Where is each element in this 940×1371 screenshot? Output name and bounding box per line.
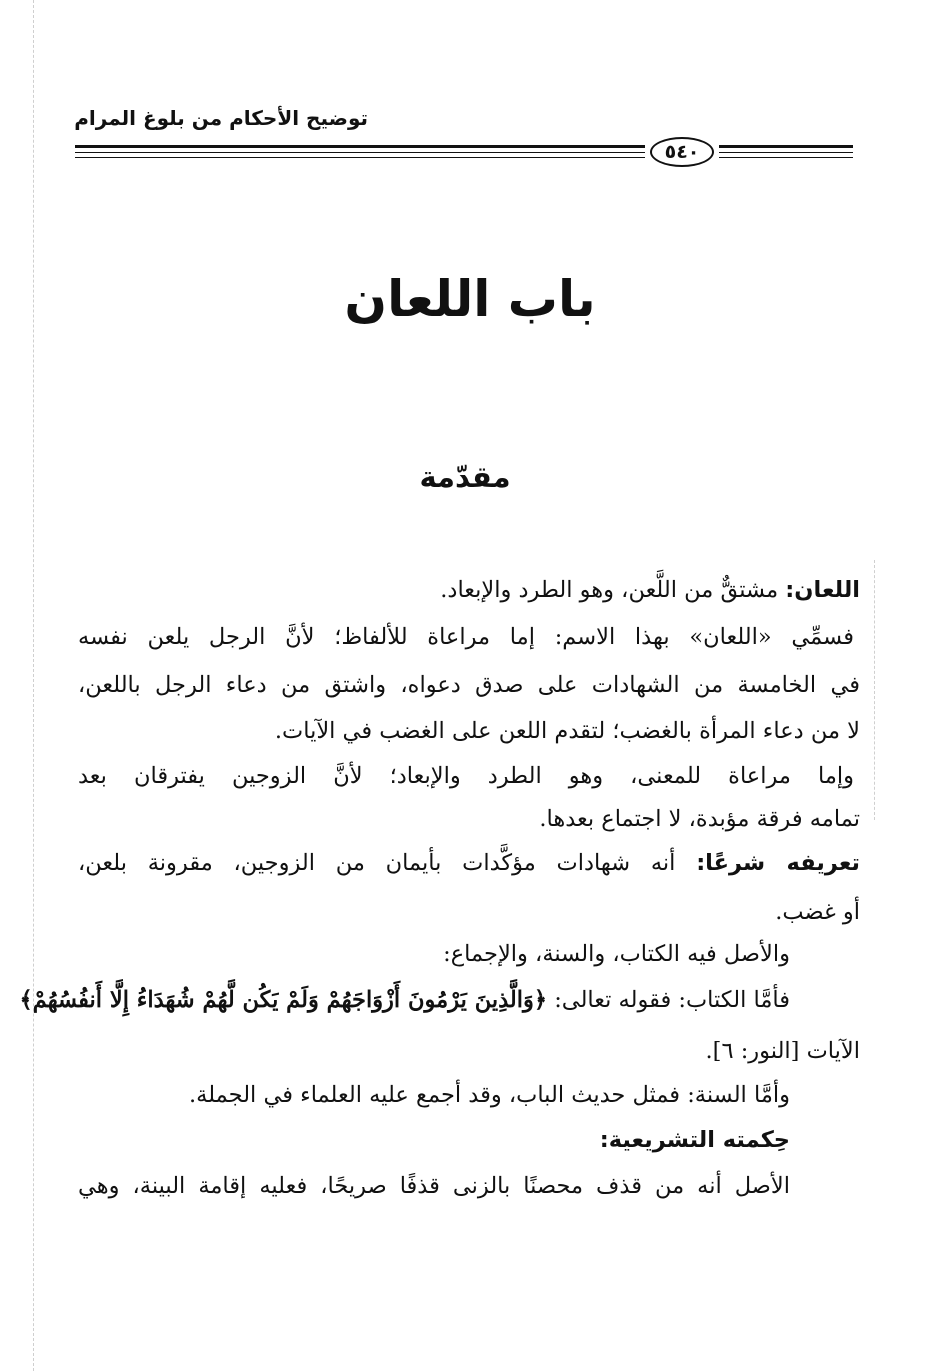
body-line-8: أو غضب. bbox=[775, 899, 860, 925]
body-line-12: وأمَّا السنة: فمثل حديث الباب، وقد أجمع عليه العلماء في الجملة. bbox=[189, 1082, 790, 1108]
body-line-10 bbox=[20, 982, 790, 1018]
scan-margin-line-right bbox=[874, 560, 875, 820]
header-rule-left-thick bbox=[75, 145, 645, 148]
body-line-4: لا من دعاء المرأة بالغضب؛ لتقدم اللعن على الغضب في الآيات. bbox=[274, 718, 860, 744]
body-line-11: الآيات [النور: ٦]. bbox=[705, 1038, 860, 1064]
term-lian: اللعان: bbox=[785, 577, 860, 603]
header-rule-left-thin bbox=[75, 152, 645, 153]
header-rule-right-thin-2 bbox=[719, 157, 853, 158]
term-wisdom: حِكمته التشريعية: bbox=[599, 1127, 790, 1153]
body-line-2: فسمِّي «اللعان» بهذا الاسم: إما مراعاة للألفاظ؛ لأنَّ الرجل يلعن نفسه bbox=[78, 624, 854, 650]
header-rule-right-thin bbox=[719, 152, 853, 153]
header-rule-right-thick bbox=[719, 145, 853, 148]
page-number-badge: ٥٤٠ bbox=[650, 137, 714, 167]
header-rule-left-thin-2 bbox=[75, 157, 645, 158]
term-definition: تعريفه شرعًا: bbox=[696, 850, 860, 876]
section-title: مقدّمة bbox=[419, 460, 511, 494]
body-line-5: وإما مراعاة للمعنى، وهو الطرد والإبعاد؛ لأنَّ الزوجين يفترقان بعد bbox=[78, 763, 854, 789]
body-line-1-text: مشتقٌّ من اللَّعن، وهو الطرد والإبعاد. bbox=[440, 577, 786, 603]
body-line-7-text: أنه شهادات مؤكَّدات بأيمان من الزوجين، مقرونة بلعن، bbox=[78, 850, 697, 876]
chapter-title: باب اللعان bbox=[344, 270, 596, 328]
body-line-14: الأصل أنه من قذف محصنًا بالزنى قذفًا صريحًا، فعليه إقامة البينة، وهي bbox=[78, 1173, 790, 1199]
body-line-10-text: فأمَّا الكتاب: فقوله تعالى: bbox=[547, 987, 790, 1013]
scan-margin-line-left bbox=[33, 0, 34, 1371]
body-line-6: تمامه فرقة مؤبدة، لا اجتماع بعدها. bbox=[539, 806, 860, 832]
body-line-13 bbox=[600, 1122, 790, 1158]
quran-verse: ﴿وَالَّذِينَ يَرْمُونَ أَزْوَاجَهُمْ وَلَمْ يَكُن لَّهُمْ شُهَدَاءُ إِلَّا أَنفُسُهُمْ﴾ bbox=[19, 987, 548, 1013]
body-line-3: في الخامسة من الشهادات على صدق دعواه، واشتق من دعاء الرجل باللعن، bbox=[78, 672, 860, 698]
body-line-1 bbox=[440, 572, 860, 608]
body-line-7 bbox=[78, 845, 860, 881]
body-line-9: والأصل فيه الكتاب، والسنة، والإجماع: bbox=[443, 941, 790, 967]
running-header-book-title: توضيح الأحكام من بلوغ المرام bbox=[74, 106, 368, 130]
